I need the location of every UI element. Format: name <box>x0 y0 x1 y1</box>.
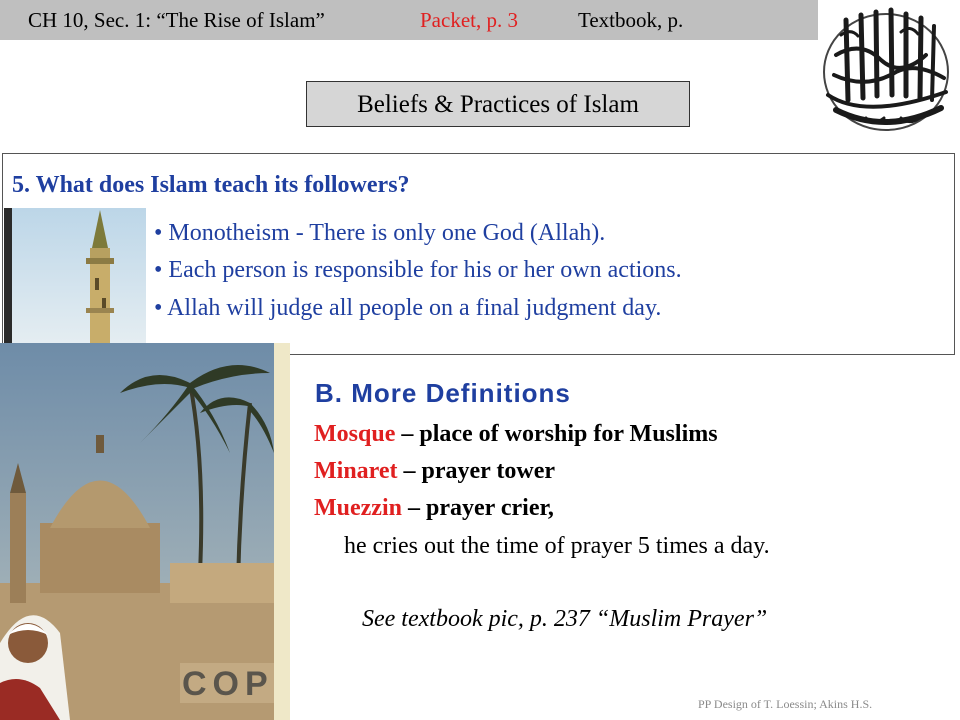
definition-term: Muezzin <box>314 495 402 521</box>
minaret-photo <box>4 208 146 348</box>
definition-text: – prayer tower <box>397 458 556 484</box>
definition-text: – place of worship for Muslims <box>395 421 718 447</box>
definition-muezzin <box>314 495 554 522</box>
design-credit: PP Design of T. Loessin; Akins H.S. <box>698 697 873 711</box>
textbook-label: Textbook, p. <box>578 8 684 32</box>
mosque-photo <box>0 343 290 720</box>
textbook-reference: See textbook pic, p. 237 “Muslim Prayer” <box>362 606 768 632</box>
muezzin-note: he cries out the time of prayer 5 times a day. <box>344 533 770 559</box>
definition-minaret <box>314 458 555 485</box>
photo-caption: COP <box>182 665 274 703</box>
bullet-item: • Monotheism - There is only one God (Allah). <box>154 220 606 246</box>
calligraphy-emblem <box>806 0 960 150</box>
packet-label: Packet, p. 3 <box>420 8 518 32</box>
header-bar <box>0 0 818 40</box>
definition-mosque <box>314 421 718 448</box>
bullet-item: • Each person is responsible for his or her own actions. <box>154 257 682 283</box>
definitions-heading: B. More Definitions <box>315 378 571 408</box>
chapter-label: CH 10, Sec. 1: “The Rise of Islam” <box>28 8 325 32</box>
slide-title: Beliefs & Practices of Islam <box>306 81 690 127</box>
question-text: 5. What does Islam teach its followers? <box>12 172 410 198</box>
definition-term: Mosque <box>314 421 396 447</box>
definition-term: Minaret <box>314 458 398 484</box>
definition-text: – prayer crier, <box>401 495 554 521</box>
bullet-item: • Allah will judge all people on a final judgment day. <box>154 295 662 321</box>
